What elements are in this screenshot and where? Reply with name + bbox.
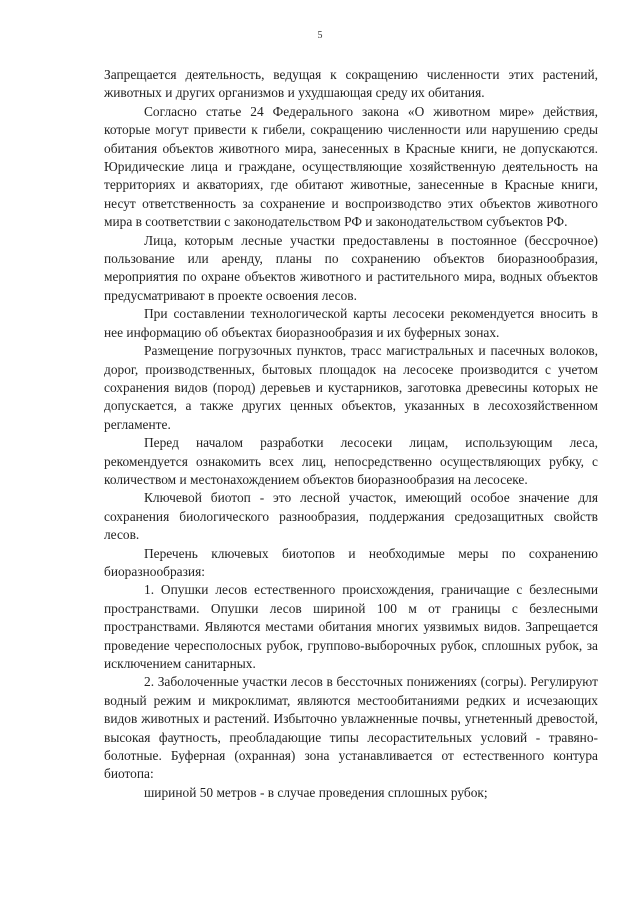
paragraph: Перечень ключевых биотопов и необходимые меры по сохранению биоразнообразия: [104, 545, 598, 579]
paragraph: Запрещается деятельность, ведущая к сокращению численности этих растений, животных и других организмов и ухудшающая среду их обитания. [104, 67, 598, 101]
document-body [104, 66, 598, 802]
list-item-wetlands: 2. Заболоченные участки лесов в бессточных понижениях (согры). Регулируют водный режим и микроклимат, являются местообитаниями редких и исчезающих видов животных и растений. Избыточно увлажненные почвы, угнетенный древостой, высокая фаутность, преобладающие типы лесорастительных условий - травяно-болотные. Буферная (охранная) зона устанавливается от естественного контура биотопа: [104, 674, 598, 782]
paragraph: Лица, которым лесные участки предоставлены в постоянное (бессрочное) пользование или аренду, планы по сохранению объектов биоразнообразия, мероприятия по охране объектов животного и растительного мира, водных объектов предусматривают в проекте освоения лесов. [104, 232, 598, 303]
paragraph: При составлении технологической карты лесосеки рекомендуется вносить в нее информацию об объектах биоразнообразия и их буферных зонах. [104, 306, 598, 340]
paragraph: Размещение погрузочных пунктов, трасс магистральных и пасечных волоков, дорог, производственных, бытовых площадок на лесосеке производится с учетом сохранения видов (пород) деревьев и кустарников, заготовка древесины которых не допускается, а также других ценных объектов, указанных в лесохозяйственном регламенте. [104, 343, 598, 432]
paragraph: Перед началом разработки лесосеки лицам, использующим леса, рекомендуется ознакомить всех лиц, непосредственно осуществляющих рубку, с количеством и местонахождением объектов биоразнообразия на лесосеке. [104, 435, 598, 487]
page-number: 5 [317, 30, 323, 41]
paragraph: шириной 50 метров - в случае проведения сплошных рубок; [144, 784, 488, 800]
list-item-forest-edges: 1. Опушки лесов естественного происхождения, граничащие с безлесными пространствами. Опушки лесов шириной 100 м от границы с безлесными пространствами. Являются местами обитания многих уязвимых видов. Запрещается проведение чересполосных рубок, группово-выборочных рубок, сплошных рубок, за исключением санитарных. [104, 582, 598, 671]
paragraph: Ключевой биотоп - это лесной участок, имеющий особое значение для сохранения биологического разнообразия, поддержания средозащитных свойств лесов. [104, 490, 598, 543]
paragraph: Согласно статье 24 Федерального закона «О животном мире» действия, которые могут привести к гибели, сокращению численности или нарушению среды обитания объектов животного мира, занесенных в Красные книги, не допускаются. Юридические лица и граждане, осуществляющие хозяйственную деятельность на территориях и акваториях, где обитают животные, занесенные в Красные книги, несут ответственность за сохранение и воспроизводство этих объектов животного мира в соответствии с законодательством РФ и законодательством субъектов РФ. [104, 103, 598, 230]
